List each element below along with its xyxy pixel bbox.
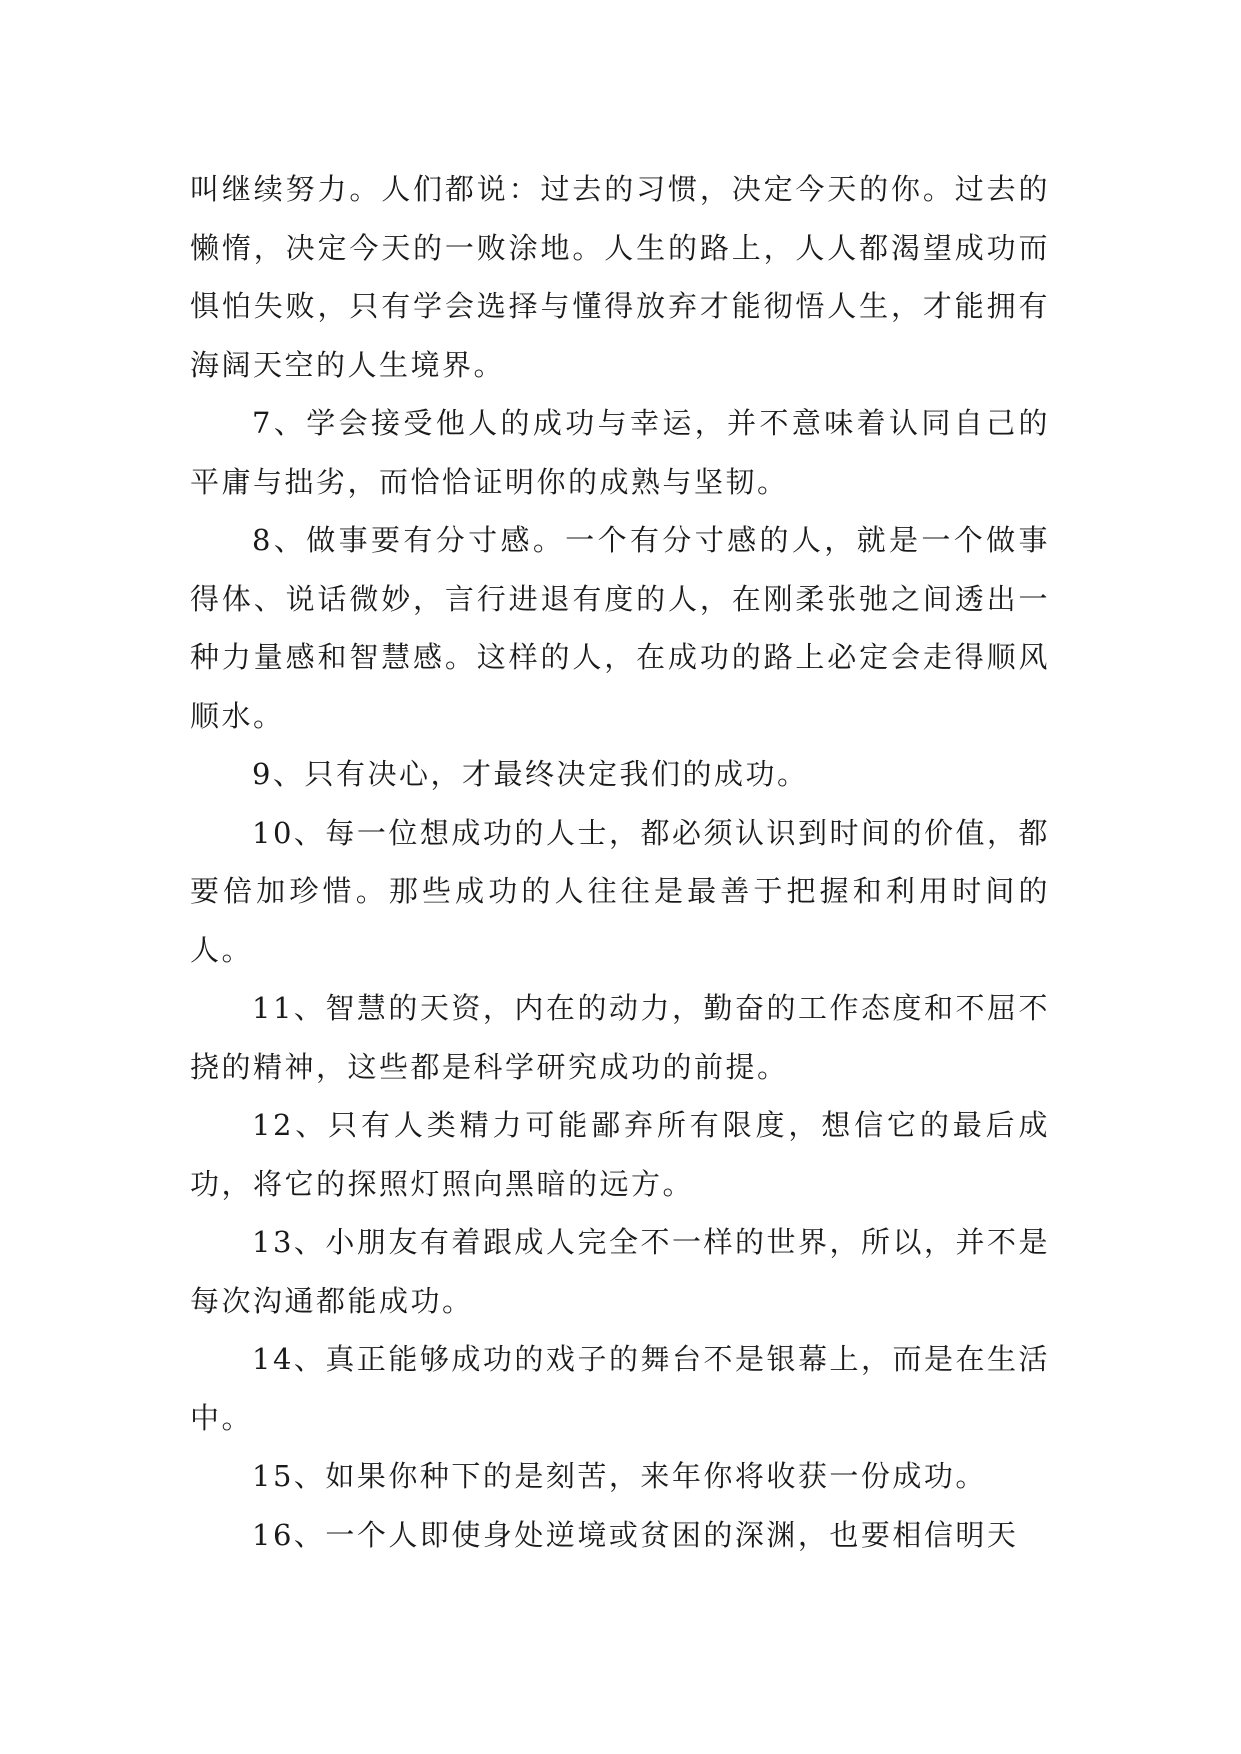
paragraph-item-12: 12、只有人类精力可能鄙弃所有限度，想信它的最后成功，将它的探照灯照向黑暗的远方。: [190, 1108, 1050, 1201]
paragraph-item-15: 15、如果你种下的是刻苦，来年你将收获一份成功。: [252, 1459, 987, 1493]
paragraph-item-13: 13、小朋友有着跟成人完全不一样的世界，所以，并不是每次沟通都能成功。: [190, 1225, 1050, 1318]
paragraph-continued: 叫继续努力。人们都说：过去的习惯，决定今天的你。过去的懒惰，决定今天的一败涂地。人生的路上，人人都渴望成功而惧怕失败，只有学会选择与懂得放弃才能彻悟人生，才能拥有海阔天空的人生境界。: [190, 172, 1050, 382]
paragraph-item-7: 7、学会接受他人的成功与幸运，并不意味着认同自己的平庸与拙劣，而恰恰证明你的成熟与坚韧。: [190, 406, 1050, 499]
paragraph-item-8: 8、做事要有分寸感。一个有分寸感的人，就是一个做事得体、说话微妙，言行进退有度的人，在刚柔张弛之间透出一种力量感和智慧感。这样的人，在成功的路上必定会走得顺风顺水。: [190, 523, 1050, 733]
paragraph-item-9: 9、只有决心，才最终决定我们的成功。: [252, 757, 809, 791]
paragraph-item-16: 16、一个人即使身处逆境或贫困的深渊，也要相信明天: [252, 1517, 1019, 1552]
body-text: [190, 160, 1050, 1564]
paragraph-item-11: 11、智慧的天资，内在的动力，勤奋的工作态度和不屈不挠的精神，这些都是科学研究成功的前提。: [190, 991, 1050, 1084]
paragraph-item-14: 14、真正能够成功的戏子的舞台不是银幕上，而是在生活中。: [190, 1342, 1050, 1435]
paragraph-item-10: 10、每一位想成功的人士，都必须认识到时间的价值，都要倍加珍惜。那些成功的人往往是最善于把握和利用时间的人。: [190, 815, 1050, 967]
